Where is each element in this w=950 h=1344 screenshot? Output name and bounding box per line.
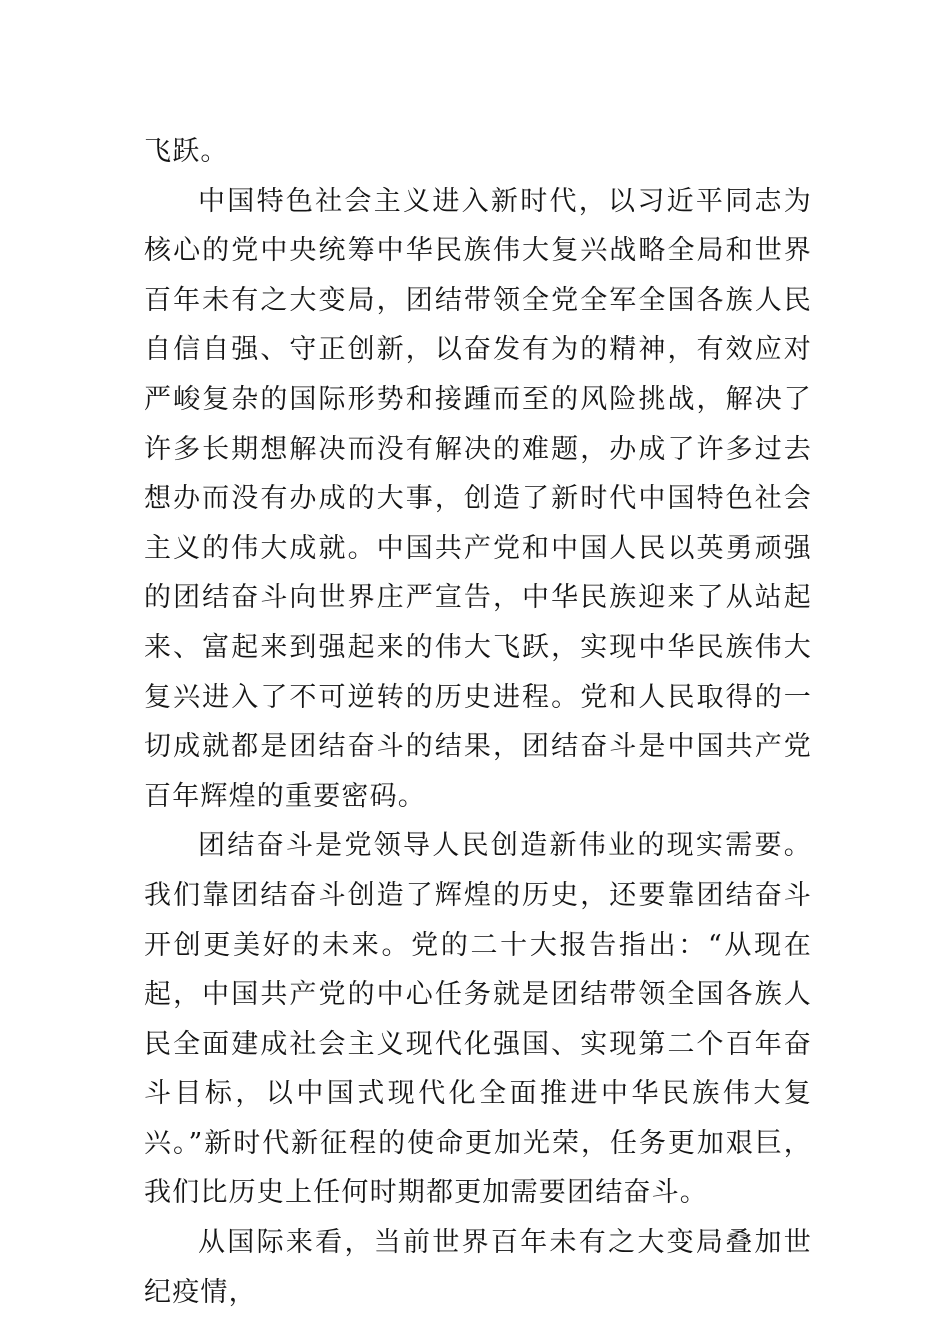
paragraph-new-era-achievements: 中国特色社会主义进入新时代，以习近平同志为核心的党中央统筹中华民族伟大复兴战略全局和世界百年未有之大变局，团结带领全党全军全国各族人民自信自强、守正创新，以奋发有为的精神，有效应对严峻复杂的国际形势和接踵而至的风险挑战，解决了许多长期想解决而没有解决的难题，办成了许多过去想办而没有办成的大事，创造了新时代中国特色社会主义的伟大成就。中国共产党和中国人民以英勇顽强的团结奋斗向世界庄严宣告，中华民族迎来了从站起来、富起来到强起来的伟大飞跃，实现中华民族伟大复兴进入了不可逆转的历史进程。党和人民取得的一切成就都是团结奋斗的结果，团结奋斗是中国共产党百年辉煌的重要密码。: [144, 185, 812, 812]
document-body: [144, 127, 812, 1317]
paragraph-continuation: 飞跃。: [144, 136, 229, 167]
paragraph-unity-struggle-needs: 团结奋斗是党领导人民创造新伟业的现实需要。我们靠团结奋斗创造了辉煌的历史，还要靠团结奋斗开创更美好的未来。党的二十大报告指出：“从现在起，中国共产党的中心任务就是团结带领全国各族人民全面建成社会主义现代化强国、实现第二个百年奋斗目标，以中国式现代化全面推进中华民族伟大复兴。”新时代新征程的使命更加光荣，任务更加艰巨，我们比历史上任何时期都更加需要团结奋斗。: [144, 830, 812, 1209]
paragraph-international-view: 从国际来看，当前世界百年未有之大变局叠加世纪疫情，: [144, 1227, 812, 1308]
